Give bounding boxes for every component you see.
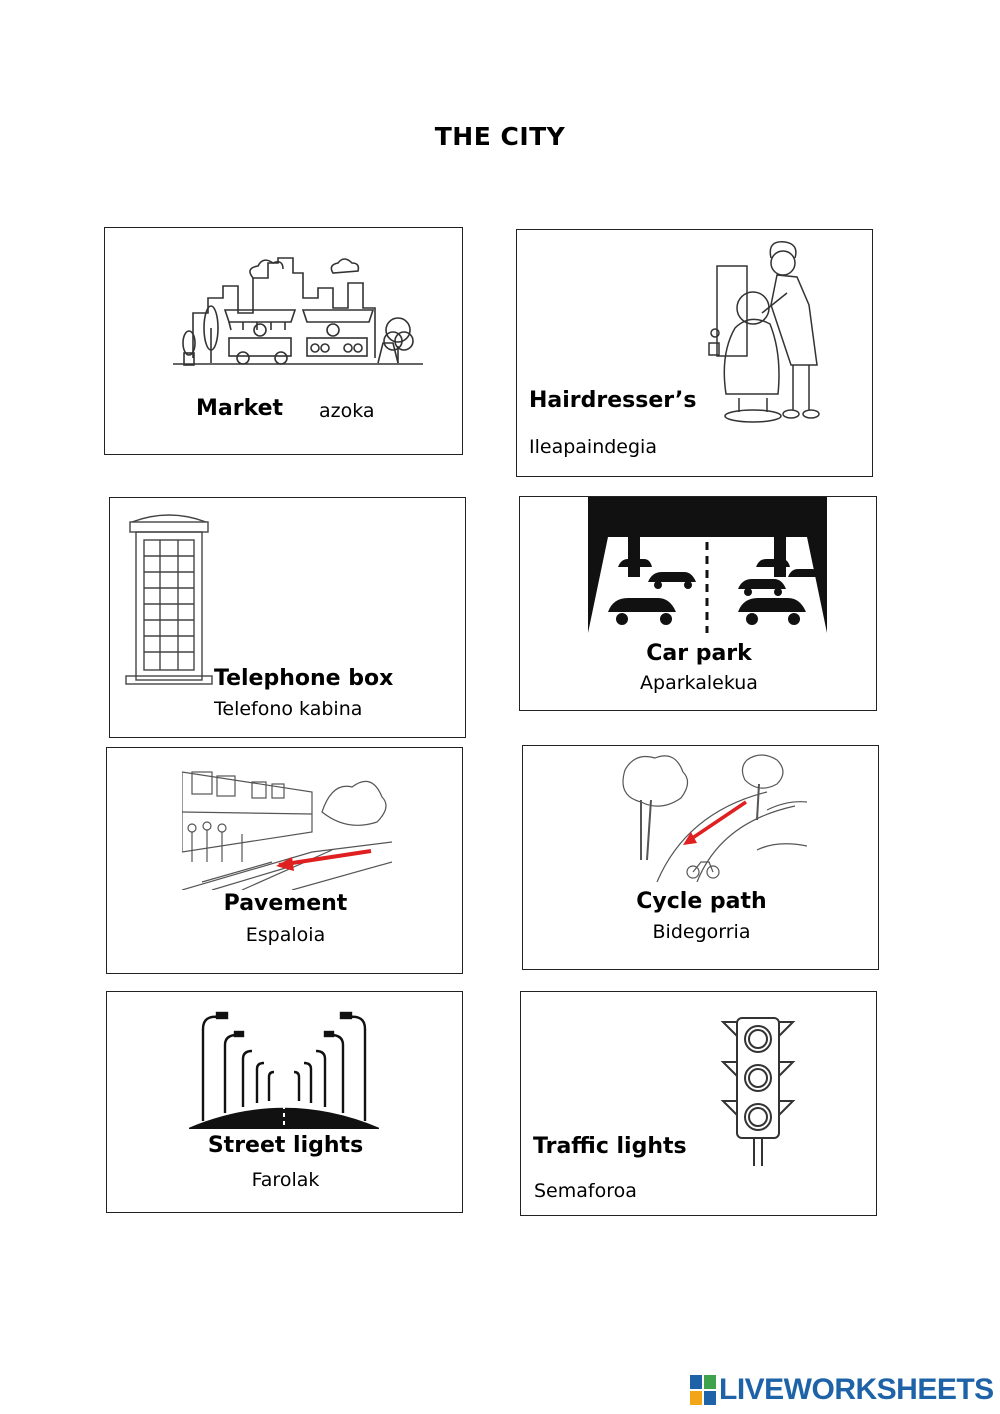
liveworksheets-logo-icon [690, 1375, 716, 1405]
traffic-lights-illustration [719, 1014, 797, 1166]
cycle-path-translation: Bidegorria [652, 921, 751, 943]
market-illustration [153, 238, 438, 373]
card-hairdresser [516, 229, 873, 477]
card-car-park [519, 496, 877, 711]
pavement-translation: Espaloia [245, 924, 326, 946]
liveworksheets-text: LIVEWORKSHEETS [719, 1373, 994, 1406]
hairdresser-illustration [705, 238, 845, 428]
telephone-box-translation: Telefono kabina [214, 698, 363, 720]
telephone-box-word: Telephone box [214, 666, 394, 691]
hairdresser-translation: Ileapaindegia [529, 436, 657, 458]
street-lights-translation: Farolak [251, 1169, 320, 1191]
car-park-illustration [588, 497, 827, 633]
street-lights-word: Street lights [207, 1133, 364, 1158]
telephone-box-illustration [122, 508, 217, 686]
liveworksheets-brand[interactable] [690, 1372, 994, 1408]
traffic-lights-translation: Semaforoa [534, 1180, 637, 1202]
card-market [104, 227, 463, 455]
cycle-path-illustration [617, 750, 807, 882]
street-lights-illustration [189, 1009, 379, 1129]
card-telephone-box [109, 497, 466, 738]
traffic-lights-word: Traffic lights [533, 1134, 687, 1159]
card-street-lights [106, 991, 463, 1213]
car-park-translation: Aparkalekua [640, 672, 758, 694]
hairdresser-word: Hairdresser’s [529, 388, 697, 413]
card-pavement [106, 747, 463, 974]
card-traffic-lights [520, 991, 877, 1216]
pavement-illustration [182, 752, 392, 890]
card-cycle-path [522, 745, 879, 970]
market-translation: azoka [319, 400, 375, 422]
market-word: Market [196, 396, 284, 421]
car-park-word: Car park [646, 641, 752, 666]
pavement-word: Pavement [223, 891, 348, 916]
cycle-path-word: Cycle path [636, 889, 767, 914]
page-title: THE CITY [434, 122, 566, 151]
